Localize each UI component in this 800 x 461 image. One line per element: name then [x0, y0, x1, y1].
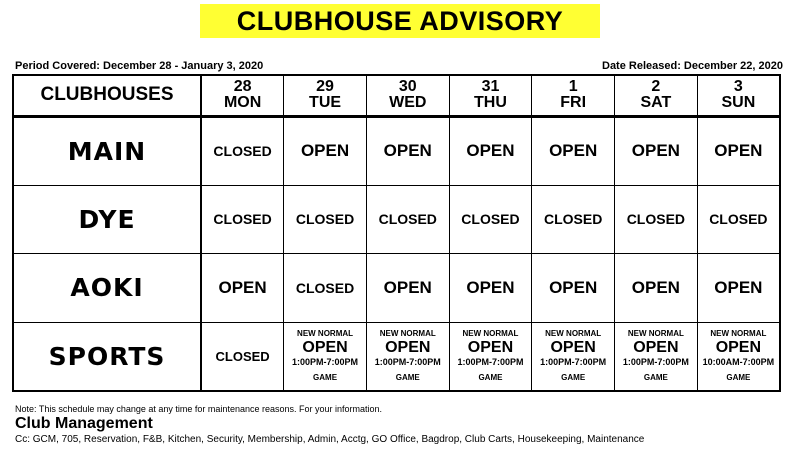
game-label: GAME — [561, 372, 586, 382]
sports-status-cell — [615, 322, 698, 391]
day-number: 2 — [651, 78, 661, 96]
clubhouse-name: AOKI — [13, 254, 201, 323]
cc-list: Cc: GCM, 705, Reservation, F&B, Kitchen, Security, Membership, Admin, Acctg, GO Office, Bagdrop, Club Carts, Housekeeping, Maintenance — [15, 434, 645, 445]
status-cell: OPEN — [697, 116, 780, 185]
day-name: SAT — [640, 94, 672, 112]
day-number: 30 — [398, 78, 417, 96]
status-cell: CLOSED — [366, 185, 449, 254]
game-label: GAME — [313, 372, 338, 382]
date-released: Date Released: December 22, 2020 — [602, 60, 783, 72]
open-hours: 1:00PM-7:00PM — [374, 356, 441, 367]
open-status: OPEN — [467, 338, 514, 356]
status-cell: CLOSED — [201, 116, 284, 185]
day-number: 3 — [733, 78, 743, 96]
new-normal-label: NEW NORMAL — [627, 328, 684, 338]
status-cell: CLOSED — [697, 185, 780, 254]
day-name: SUN — [721, 94, 756, 112]
club-management: Club Management — [15, 415, 153, 432]
status-cell: OPEN — [532, 116, 615, 185]
sports-status-cell — [697, 322, 780, 391]
day-name: THU — [474, 94, 507, 112]
game-label: GAME — [395, 372, 420, 382]
open-status: OPEN — [550, 338, 596, 356]
status-cell: OPEN — [366, 254, 449, 323]
status-cell: CLOSED — [201, 185, 284, 254]
day-header — [366, 75, 449, 116]
advisory-title: CLUBHOUSE ADVISORY — [200, 4, 600, 38]
day-header — [284, 75, 367, 116]
status-cell: OPEN — [284, 116, 367, 185]
day-header — [697, 75, 780, 116]
row-sports — [13, 322, 780, 391]
header-row — [13, 75, 780, 116]
day-name: WED — [389, 94, 427, 112]
new-normal-label: NEW NORMAL — [710, 328, 767, 338]
schedule-note: Note: This schedule may change at any time for maintenance reasons. For your information. — [15, 404, 383, 414]
open-status: OPEN — [633, 338, 679, 356]
row-dye — [13, 185, 780, 254]
sports-status-cell — [532, 322, 615, 391]
open-hours: 1:00PM-7:00PM — [540, 356, 607, 367]
game-label: GAME — [726, 372, 751, 382]
status-cell: OPEN — [449, 254, 532, 323]
status-cell: OPEN — [201, 254, 284, 323]
open-hours: 1:00PM-7:00PM — [622, 356, 689, 367]
status-cell: CLOSED — [284, 254, 367, 323]
status-cell: OPEN — [449, 116, 532, 185]
day-header — [201, 75, 284, 116]
status-cell: OPEN — [615, 116, 698, 185]
day-number: 29 — [316, 78, 334, 96]
game-label: GAME — [478, 372, 503, 382]
status-cell: OPEN — [366, 116, 449, 185]
new-normal-label: NEW NORMAL — [462, 328, 519, 338]
status-cell: CLOSED — [532, 185, 615, 254]
day-name: TUE — [309, 94, 342, 112]
status-cell: OPEN — [532, 254, 615, 323]
sports-status-cell — [366, 322, 449, 391]
clubhouse-name: DYE — [13, 185, 201, 254]
sports-status-cell — [284, 322, 367, 391]
schedule-table — [12, 74, 781, 392]
open-status: OPEN — [715, 338, 762, 356]
day-number: 1 — [568, 78, 578, 96]
clubhouse-name: MAIN — [13, 116, 201, 185]
clubhouse-name: SPORTS — [13, 322, 201, 391]
game-label: GAME — [643, 372, 668, 382]
status-cell: CLOSED — [449, 185, 532, 254]
day-number: 31 — [481, 78, 500, 96]
row-main — [13, 116, 780, 185]
row-aoki — [13, 254, 780, 323]
open-status: OPEN — [302, 338, 348, 356]
day-number: 28 — [233, 78, 252, 96]
new-normal-label: NEW NORMAL — [545, 328, 602, 338]
day-header — [449, 75, 532, 116]
open-status: OPEN — [385, 338, 431, 356]
status-cell: OPEN — [697, 254, 780, 323]
status-cell: CLOSED — [284, 185, 367, 254]
open-hours: 1:00PM-7:00PM — [292, 356, 359, 367]
new-normal-label: NEW NORMAL — [379, 328, 436, 338]
status-cell: CLOSED — [201, 322, 284, 391]
status-cell: CLOSED — [615, 185, 698, 254]
day-header — [615, 75, 698, 116]
day-name: FRI — [560, 94, 587, 112]
new-normal-label: NEW NORMAL — [297, 328, 354, 338]
day-name: MON — [223, 94, 262, 112]
clubhouses-header: CLUBHOUSES — [13, 75, 201, 116]
open-hours: 1:00PM-7:00PM — [457, 356, 524, 367]
day-header — [532, 75, 615, 116]
period-covered: Period Covered: December 28 - January 3, 2020 — [15, 60, 264, 72]
sports-status-cell — [449, 322, 532, 391]
status-cell: OPEN — [615, 254, 698, 323]
open-hours: 10:00AM-7:00PM — [702, 356, 775, 367]
